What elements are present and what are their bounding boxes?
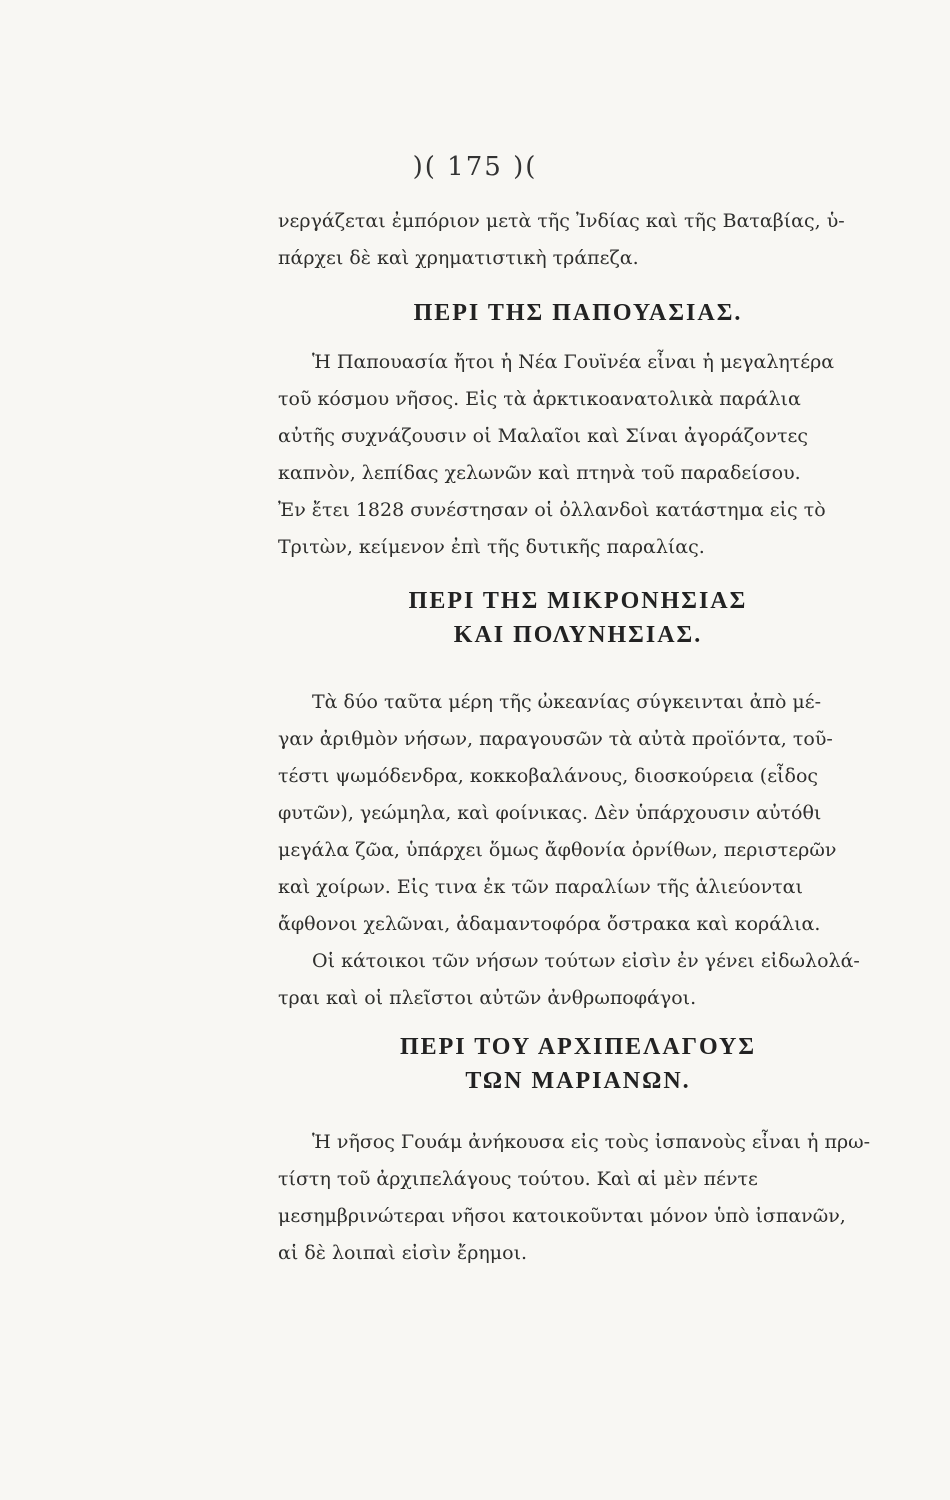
page-number: )( 175 )( [412, 152, 538, 182]
text-line: φυτῶν), γεώμηλα, καὶ φοίνικας. Δὲν ὑπάρχουσιν αὐτόθι [278, 802, 822, 824]
text-line: γαν ἀριθμὸν νήσων, παραγουσῶν τὰ αὐτὰ προϊόντα, τοῦ- [278, 728, 833, 750]
heading-line: ΚΑΙ ΠΟΛΥΝΗΣΙΑΣ. [453, 622, 703, 648]
text-line: καὶ χοίρων. Εἰς τινα ἐκ τῶν παραλίων τῆς ἁλιεύονται [278, 876, 803, 898]
text-line: Οἱ κάτοικοι τῶν νήσων τούτων εἰσὶν ἐν γένει εἰδωλολά- [312, 950, 860, 972]
section-heading-marianas [278, 1030, 878, 1098]
heading-line: ΠΕΡΙ ΤΗΣ ΜΙΚΡΟΝΗΣΙΑΣ [408, 588, 748, 614]
text-line: Τὰ δύο ταῦτα μέρη τῆς ὠκεανίας σύγκεινται ἀπὸ μέ- [312, 691, 822, 713]
text-line: νεργάζεται ἐμπόριον μετὰ τῆς Ἰνδίας καὶ τῆς Βαταβίας, ὑ- [278, 210, 845, 232]
text-line: τοῦ κόσμου νῆσος. Εἰς τὰ ἀρκτικοανατολικὰ παράλια [278, 388, 801, 410]
text-line: Ἡ νῆσος Γουάμ ἀνήκουσα εἰς τοὺς ἰσπανοὺς εἶναι ἡ πρω- [312, 1131, 871, 1153]
papuasia-body [278, 344, 878, 566]
text-line: πάρχει δὲ καὶ χρηματιστικὴ τράπεζα. [278, 247, 639, 269]
text-line: ἄφθονοι χελῶναι, ἀδαμαντοφόρα ὄστρακα καὶ κοράλια. [278, 913, 821, 935]
section-marianas [278, 1030, 878, 1098]
text-line: τέστι ψωμόδενδρα, κοκκοβαλάνους, διοσκούρεια (εἶδος [278, 765, 819, 787]
paragraph-intro [278, 203, 878, 277]
intro-paragraph [278, 203, 878, 277]
text-line: τραι καὶ οἱ πλεῖστοι αὐτῶν ἀνθρωποφάγοι. [278, 987, 697, 1009]
section-heading-micronesia [278, 584, 878, 652]
micronesia-body [278, 684, 878, 1017]
text-line: Τριτὼν, κείμενον ἐπὶ τῆς δυτικῆς παραλίας. [278, 536, 705, 558]
text-line: Ἐν ἔτει 1828 συνέστησαν οἱ ὀλλανδοὶ κατάστημα εἰς τὸ [278, 499, 826, 521]
text-line: μεγάλα ζῶα, ὑπάρχει ὅμως ἄφθονία ὀρνίθων, περιστερῶν [278, 839, 837, 861]
section-papuasia [278, 296, 878, 330]
paragraph-micronesia [278, 684, 878, 1017]
paragraph-papuasia [278, 344, 878, 566]
text-line: μεσημβρινώτεραι νῆσοι κατοικοῦνται μόνον ὑπὸ ἰσπανῶν, [278, 1205, 846, 1227]
marianas-body [278, 1124, 878, 1272]
text-line: αἱ δὲ λοιπαὶ εἰσὶν ἔρημοι. [278, 1242, 528, 1264]
section-heading-papuasia: ΠΕΡΙ ΤΗΣ ΠΑΠΟΥΑΣΙΑΣ. [413, 300, 743, 326]
paragraph-marianas [278, 1124, 878, 1272]
section-micronesia [278, 584, 878, 652]
text-line: καπνὸν, λεπίδας χελωνῶν καὶ πτηνὰ τοῦ παραδείσου. [278, 462, 801, 484]
text-line: Ἡ Παπουασία ἤτοι ἡ Νέα Γουϊνέα εἶναι ἡ μεγαλητέρα [312, 351, 835, 373]
heading-line: ΠΕΡΙ ΤΟΥ ΑΡΧΙΠΕΛΑΓΟΥΣ [399, 1034, 757, 1060]
text-line: αὐτῆς συχνάζουσιν οἱ Μαλαῖοι καὶ Σίναι ἀγοράζοντες [278, 425, 808, 447]
text-line: τίστη τοῦ ἀρχιπελάγους τούτου. Καὶ αἱ μὲν πέντε [278, 1168, 758, 1190]
heading-line: ΤΩΝ ΜΑΡΙΑΝΩΝ. [465, 1068, 691, 1094]
